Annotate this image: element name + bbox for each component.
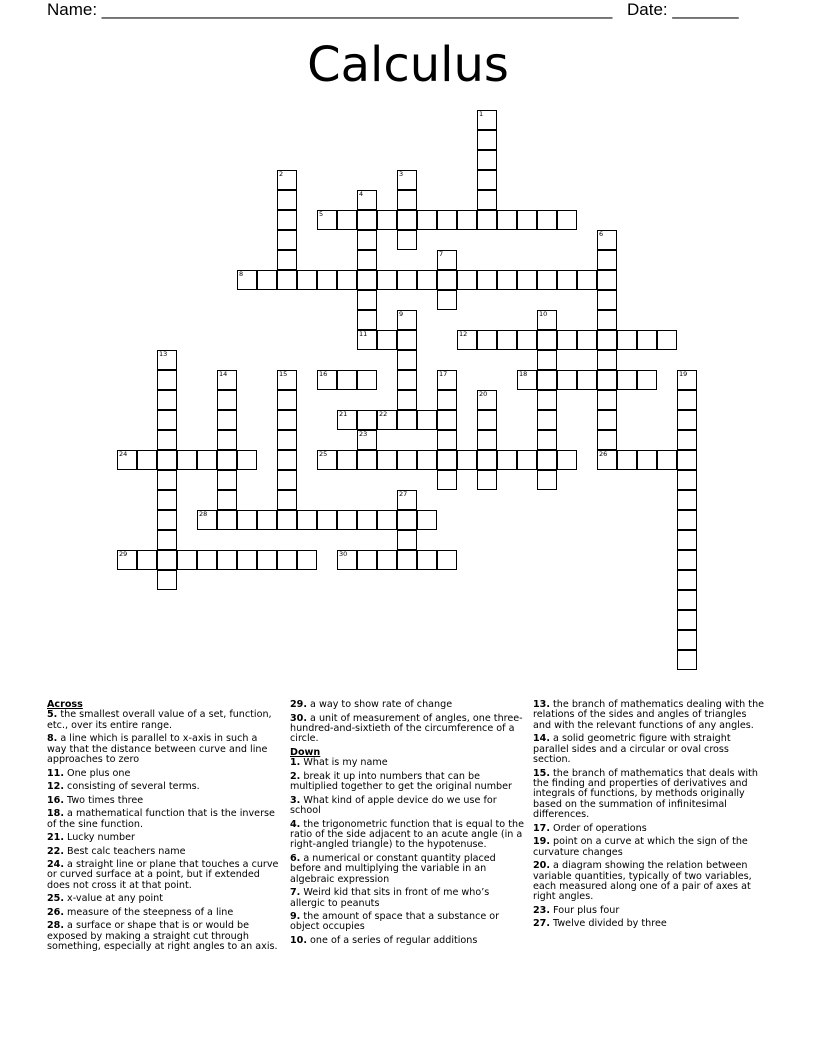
crossword-cell[interactable]: [677, 510, 697, 530]
crossword-cell[interactable]: [557, 450, 577, 470]
crossword-cell[interactable]: [397, 450, 417, 470]
crossword-cell[interactable]: [157, 370, 177, 390]
crossword-cell[interactable]: [677, 530, 697, 550]
crossword-cell[interactable]: [437, 550, 457, 570]
crossword-cell[interactable]: [277, 510, 297, 530]
clue-column-2: [290, 700, 526, 949]
crossword-cell[interactable]: [557, 210, 577, 230]
crossword-cell[interactable]: [157, 410, 177, 430]
clue-item: 19. point on a curve at which the sign of the curvature changes: [533, 836, 748, 858]
crossword-cell[interactable]: [517, 270, 537, 290]
crossword-cell[interactable]: [617, 330, 637, 350]
crossword-cell[interactable]: [597, 370, 617, 390]
crossword-cell[interactable]: [517, 450, 537, 470]
crossword-cell[interactable]: [277, 250, 297, 270]
crossword-cell[interactable]: [357, 190, 377, 210]
crossword-cell[interactable]: [677, 430, 697, 450]
crossword-cell[interactable]: [117, 450, 137, 470]
crossword-cell[interactable]: [657, 450, 677, 470]
crossword-cell[interactable]: [317, 370, 337, 390]
crossword-cell[interactable]: [497, 270, 517, 290]
crossword-cell[interactable]: [677, 390, 697, 410]
crossword-cell[interactable]: [277, 170, 297, 190]
crossword-cell[interactable]: [177, 550, 197, 570]
crossword-cell[interactable]: [157, 530, 177, 550]
crossword-cell[interactable]: [477, 150, 497, 170]
clue-item: 23. Four plus four: [533, 904, 620, 916]
clue-item: 26. measure of the steepness of a line: [47, 906, 234, 918]
clue-number: 15: [279, 370, 288, 378]
crossword-cell[interactable]: [357, 310, 377, 330]
crossword-cell[interactable]: [277, 410, 297, 430]
crossword-cell[interactable]: [397, 310, 417, 330]
crossword-cell[interactable]: [437, 290, 457, 310]
clue-item: 9. the amount of space that a substance or object occupies: [290, 911, 500, 933]
crossword-cell[interactable]: [477, 410, 497, 430]
crossword-cell[interactable]: [537, 390, 557, 410]
crossword-cell[interactable]: [217, 550, 237, 570]
clue-item: 4. the trigonometric function that is equal to the ratio of the side adjacent to an acute angle (in a right-angled triangle) to the hypotenuse.: [290, 818, 524, 851]
crossword-cell[interactable]: [677, 610, 697, 630]
crossword-cell[interactable]: [417, 410, 437, 430]
crossword-cell[interactable]: [677, 470, 697, 490]
crossword-cell[interactable]: [377, 410, 397, 430]
crossword-cell[interactable]: [337, 270, 357, 290]
crossword-cell[interactable]: [477, 330, 497, 350]
crossword-cell[interactable]: [297, 550, 317, 570]
clue-item: 18. a mathematical function that is the inverse of the sine function.: [47, 808, 275, 830]
crossword-cell[interactable]: [157, 430, 177, 450]
crossword-cell[interactable]: [677, 490, 697, 510]
crossword-cell[interactable]: [457, 210, 477, 230]
clue-item: 17. Order of operations: [533, 822, 647, 834]
crossword-cell[interactable]: [377, 330, 397, 350]
crossword-cell[interactable]: [397, 190, 417, 210]
crossword-cell[interactable]: [677, 570, 697, 590]
crossword-cell[interactable]: [357, 330, 377, 350]
crossword-cell[interactable]: [357, 210, 377, 230]
crossword-cell[interactable]: [497, 210, 517, 230]
crossword-cell[interactable]: [357, 270, 377, 290]
crossword-cell[interactable]: [437, 390, 457, 410]
clue-number: 16: [319, 370, 328, 378]
crossword-cell[interactable]: [637, 450, 657, 470]
crossword-cell[interactable]: [197, 450, 217, 470]
crossword-cell[interactable]: [517, 330, 537, 350]
crossword-cell[interactable]: [217, 410, 237, 430]
clue-item: 22. Best calc teachers name: [47, 845, 186, 857]
crossword-cell[interactable]: [577, 330, 597, 350]
clue-item: 7. Weird kid that sits in front of me who’s allergic to peanuts: [290, 887, 490, 909]
clue-item: 3. What kind of apple device do we use for school: [290, 794, 497, 817]
clue-number: 22: [379, 410, 388, 418]
crossword-cell[interactable]: [297, 270, 317, 290]
clue-item: 24. a straight line or plane that touches a curve or curved surface at a point, but if extended does not cross it at that point.: [47, 859, 279, 891]
clue-item: 8. a line which is parallel to x-axis in such a way that the distance between curve and line approaches to zero: [47, 733, 268, 766]
crossword-cell[interactable]: [597, 330, 617, 350]
crossword-cell[interactable]: [397, 210, 417, 230]
clue-item: 2. break it up into numbers that can be multiplied together to get the original number: [290, 770, 512, 793]
crossword-cell[interactable]: [277, 270, 297, 290]
crossword-cell[interactable]: [457, 270, 477, 290]
crossword-cell[interactable]: [337, 210, 357, 230]
crossword-cell[interactable]: [457, 330, 477, 350]
crossword-cell[interactable]: [357, 550, 377, 570]
clue-number: 4: [359, 190, 364, 198]
crossword-cell[interactable]: [397, 230, 417, 250]
crossword-cell[interactable]: [497, 450, 517, 470]
crossword-cell[interactable]: [317, 270, 337, 290]
clue-item: 13. the branch of mathematics dealing with the relations of the sides and angles of triangles and with the relevant functions of any angles.: [533, 699, 765, 731]
crossword-cell[interactable]: [677, 410, 697, 430]
crossword-cell[interactable]: [477, 110, 497, 130]
clue-number: 25: [319, 450, 328, 458]
clue-number: 19: [679, 370, 688, 378]
crossword-cell[interactable]: [277, 210, 297, 230]
crossword-cell[interactable]: [417, 270, 437, 290]
clue-number: 8: [239, 270, 244, 278]
crossword-cell[interactable]: [437, 210, 457, 230]
clue-item: 30. a unit of measurement of angles, one three-hundred-and-sixtieth of the circumference of a circle.: [290, 712, 523, 745]
crossword-cell[interactable]: [437, 250, 457, 270]
clue-item: 5. the smallest overall value of a set, function, etc., over its entire range.: [47, 709, 272, 731]
crossword-cell[interactable]: [597, 290, 617, 310]
crossword-cell[interactable]: [397, 530, 417, 550]
crossword-cell[interactable]: [477, 170, 497, 190]
crossword-cell[interactable]: [157, 510, 177, 530]
clue-number: 18: [519, 370, 528, 378]
clue-column-3: [533, 700, 767, 933]
clue-number: 6: [599, 230, 604, 238]
crossword-cell[interactable]: [157, 570, 177, 590]
crossword-cell[interactable]: [437, 270, 457, 290]
crossword-cell[interactable]: [597, 270, 617, 290]
clue-number: 7: [439, 250, 444, 258]
crossword-cell[interactable]: [197, 510, 217, 530]
crossword-cell[interactable]: [597, 390, 617, 410]
name-field[interactable]: Name: ______________________________________________________: [47, 0, 613, 19]
crossword-cell[interactable]: [357, 430, 377, 450]
crossword-cell[interactable]: [317, 450, 337, 470]
crossword-cell[interactable]: [557, 270, 577, 290]
clue-number: 23: [359, 430, 368, 438]
clue-item: 14. a solid geometric figure with straight parallel sides and a circular or oval cross section.: [533, 733, 731, 766]
crossword-cell[interactable]: [477, 390, 497, 410]
crossword-cell[interactable]: [537, 210, 557, 230]
crossword-cell[interactable]: [397, 350, 417, 370]
crossword-cell[interactable]: [417, 450, 437, 470]
crossword-cell[interactable]: [237, 450, 257, 470]
crossword-cell[interactable]: [377, 510, 397, 530]
crossword-cell[interactable]: [257, 510, 277, 530]
crossword-cell[interactable]: [537, 270, 557, 290]
clue-number: 28: [199, 510, 208, 518]
clue-number: 21: [339, 410, 348, 418]
crossword-cell[interactable]: [357, 510, 377, 530]
crossword-cell[interactable]: [157, 390, 177, 410]
crossword-cell[interactable]: [397, 510, 417, 530]
crossword-cell[interactable]: [437, 370, 457, 390]
crossword-cell[interactable]: [277, 390, 297, 410]
crossword-cell[interactable]: [377, 210, 397, 230]
crossword-cell[interactable]: [257, 270, 277, 290]
page-title: Calculus: [307, 37, 509, 93]
crossword-cell[interactable]: [397, 410, 417, 430]
crossword-cell[interactable]: [677, 590, 697, 610]
crossword-cell[interactable]: [337, 410, 357, 430]
crossword-cell[interactable]: [677, 450, 697, 470]
crossword-cell[interactable]: [297, 510, 317, 530]
crossword-cell[interactable]: [197, 550, 217, 570]
crossword-cell[interactable]: [677, 650, 697, 670]
crossword-cell[interactable]: [217, 510, 237, 530]
crossword-cell[interactable]: [617, 450, 637, 470]
clue-number: 12: [459, 330, 468, 338]
crossword-cell[interactable]: [257, 550, 277, 570]
crossword-cell[interactable]: [397, 550, 417, 570]
crossword-cell[interactable]: [377, 270, 397, 290]
crossword-cell[interactable]: [537, 470, 557, 490]
clue-item: 11. One plus one: [47, 767, 131, 779]
crossword-cell[interactable]: [677, 550, 697, 570]
crossword-cell[interactable]: [477, 270, 497, 290]
crossword-cell[interactable]: [597, 430, 617, 450]
crossword-cell[interactable]: [317, 510, 337, 530]
crossword-cell[interactable]: [477, 450, 497, 470]
clue-number: 30: [339, 550, 348, 558]
crossword-cell[interactable]: [397, 330, 417, 350]
crossword-cell[interactable]: [277, 370, 297, 390]
crossword-cell[interactable]: [517, 210, 537, 230]
crossword-cell[interactable]: [637, 370, 657, 390]
clue-number: 1: [479, 110, 484, 118]
crossword-cell[interactable]: [477, 210, 497, 230]
crossword-cell[interactable]: [597, 250, 617, 270]
across-heading: Across: [47, 699, 83, 710]
crossword-cell[interactable]: [377, 450, 397, 470]
clue-item: 28. a surface or shape that is or would be exposed by making a straight cut through something, especially at right angles to an axis.: [47, 920, 278, 953]
crossword-cell[interactable]: [177, 450, 197, 470]
crossword-cell[interactable]: [437, 410, 457, 430]
clue-number: 17: [439, 370, 448, 378]
crossword-cell[interactable]: [357, 410, 377, 430]
down-heading: Down: [290, 746, 321, 758]
crossword-cell[interactable]: [537, 350, 557, 370]
crossword-cell[interactable]: [337, 550, 357, 570]
crossword-cell[interactable]: [397, 490, 417, 510]
crossword-cell[interactable]: [337, 450, 357, 470]
crossword-cell[interactable]: [357, 230, 377, 250]
crossword-cell[interactable]: [657, 330, 677, 350]
crossword-cell[interactable]: [357, 370, 377, 390]
crossword-cell[interactable]: [157, 550, 177, 570]
crossword-cell[interactable]: [537, 430, 557, 450]
crossword-cell[interactable]: [117, 550, 137, 570]
clue-number: 9: [399, 310, 404, 318]
crossword-cell[interactable]: [637, 330, 657, 350]
crossword-cell[interactable]: [417, 550, 437, 570]
crossword-cell[interactable]: [357, 450, 377, 470]
clue-number: 14: [219, 370, 228, 378]
clue-number: 11: [359, 330, 368, 338]
crossword-cell[interactable]: [517, 370, 537, 390]
crossword-cell[interactable]: [277, 450, 297, 470]
clue-number: 26: [599, 450, 608, 458]
crossword-cell[interactable]: [597, 350, 617, 370]
clue-number: 2: [279, 170, 284, 178]
crossword-cell[interactable]: [377, 550, 397, 570]
clue-item: 20. a diagram showing the relation between variable quantities, typically of two variables, each measured along one of a pair of axes at right angles.: [533, 860, 752, 903]
clue-number: 27: [399, 490, 408, 498]
crossword-cell[interactable]: [237, 510, 257, 530]
crossword-cell[interactable]: [477, 190, 497, 210]
crossword-cell[interactable]: [217, 450, 237, 470]
clue-number: 13: [159, 350, 168, 358]
crossword-cell[interactable]: [557, 370, 577, 390]
clue-item: 21. Lucky number: [47, 832, 135, 844]
crossword-cell[interactable]: [577, 270, 597, 290]
crossword-cell[interactable]: [277, 230, 297, 250]
crossword-cell[interactable]: [497, 330, 517, 350]
clue-item: 29. a way to show rate of change: [290, 699, 453, 710]
crossword-cell[interactable]: [437, 430, 457, 450]
crossword-cell[interactable]: [237, 270, 257, 290]
clue-number: 24: [119, 450, 128, 458]
crossword-cell[interactable]: [217, 390, 237, 410]
clue-column-1: [47, 700, 279, 956]
crossword-cell[interactable]: [457, 450, 477, 470]
crossword-cell[interactable]: [397, 370, 417, 390]
clue-number: 20: [479, 390, 488, 398]
crossword-cell[interactable]: [137, 550, 157, 570]
crossword-cell[interactable]: [537, 310, 557, 330]
crossword-cell[interactable]: [477, 130, 497, 150]
crossword-cell[interactable]: [217, 370, 237, 390]
crossword-cell[interactable]: [437, 470, 457, 490]
clue-item: 16. Two times three: [47, 794, 144, 806]
clue-item: 6. a numerical or constant quantity placed before and multiplying the variable in an algebraic expression: [290, 852, 496, 885]
crossword-cell[interactable]: [397, 270, 417, 290]
crossword-cell[interactable]: [537, 410, 557, 430]
crossword-cell[interactable]: [417, 210, 437, 230]
clue-number: 5: [319, 210, 324, 218]
crossword-cell[interactable]: [397, 170, 417, 190]
clue-item: 15. the branch of mathematics that deals with the finding and properties of derivatives and integrals of functions, by methods originally based on the summation of infinitesimal differences.: [533, 767, 758, 821]
crossword-cell[interactable]: [157, 450, 177, 470]
crossword-cell[interactable]: [157, 490, 177, 510]
crossword-cell[interactable]: [277, 490, 297, 510]
crossword-cell[interactable]: [357, 290, 377, 310]
crossword-cell[interactable]: [597, 310, 617, 330]
crossword-cell[interactable]: [277, 470, 297, 490]
crossword-cell[interactable]: [397, 390, 417, 410]
crossword-cell[interactable]: [677, 630, 697, 650]
crossword-cell[interactable]: [477, 470, 497, 490]
crossword-cell[interactable]: [277, 190, 297, 210]
crossword-cell[interactable]: [437, 450, 457, 470]
crossword-cell[interactable]: [337, 510, 357, 530]
crossword-cell[interactable]: [617, 370, 637, 390]
clue-item: 12. consisting of several terms.: [47, 781, 200, 793]
crossword-cell[interactable]: [577, 370, 597, 390]
crossword-cell[interactable]: [597, 450, 617, 470]
crossword-cell[interactable]: [277, 550, 297, 570]
clue-item: 1. What is my name: [290, 757, 388, 769]
crossword-cell[interactable]: [537, 450, 557, 470]
crossword-cell[interactable]: [477, 430, 497, 450]
crossword-cell[interactable]: [537, 330, 557, 350]
crossword-cell[interactable]: [597, 230, 617, 250]
crossword-cell[interactable]: [557, 330, 577, 350]
crossword-cell[interactable]: [317, 210, 337, 230]
crossword-cell[interactable]: [677, 370, 697, 390]
crossword-cell[interactable]: [157, 470, 177, 490]
crossword-cell[interactable]: [417, 510, 437, 530]
crossword-cell[interactable]: [357, 250, 377, 270]
crossword-cell[interactable]: [137, 450, 157, 470]
crossword-cell[interactable]: [217, 470, 237, 490]
crossword-cell[interactable]: [337, 370, 357, 390]
clue-item: 10. one of a series of regular additions: [290, 934, 478, 946]
crossword-cell[interactable]: [277, 430, 297, 450]
clue-item: 25. x-value at any point: [47, 893, 164, 905]
clue-number: 10: [539, 310, 548, 318]
crossword-cell[interactable]: [237, 550, 257, 570]
clue-number: 3: [399, 170, 404, 178]
crossword-cell[interactable]: [537, 370, 557, 390]
crossword-cell[interactable]: [217, 490, 237, 510]
clue-number: 29: [119, 550, 128, 558]
date-field[interactable]: Date: _______: [627, 0, 739, 19]
crossword-cell[interactable]: [157, 350, 177, 370]
clue-item: 27. Twelve divided by three: [533, 918, 667, 930]
crossword-cell[interactable]: [217, 430, 237, 450]
crossword-cell[interactable]: [597, 410, 617, 430]
